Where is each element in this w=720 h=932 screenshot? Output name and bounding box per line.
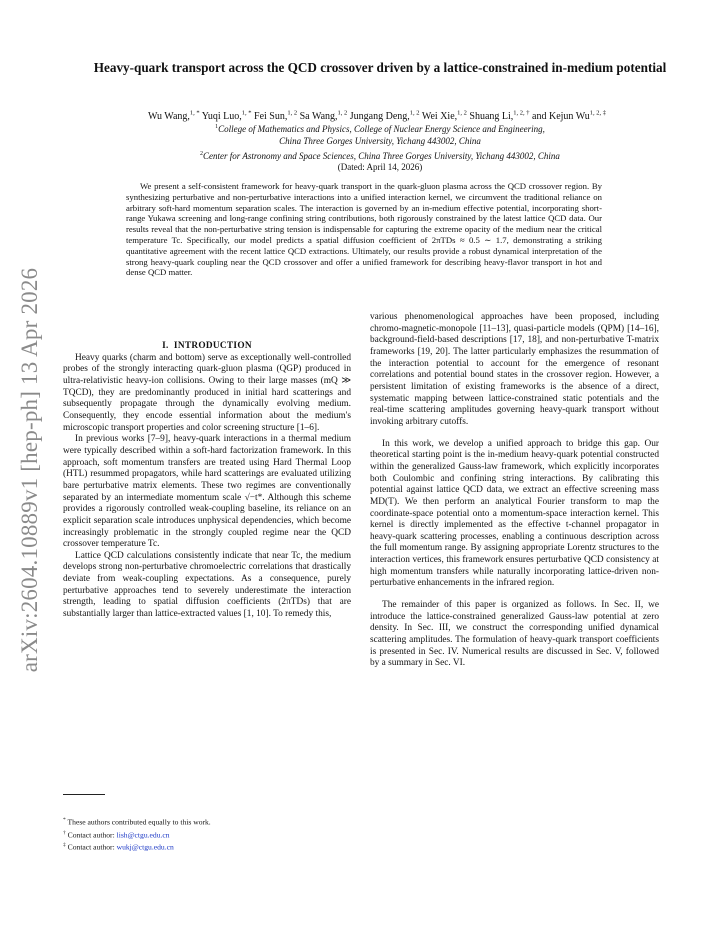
arxiv-id: arXiv:2604.10889v1 [hep-ph] 13 Apr 2026	[17, 267, 42, 673]
author: Sa Wang,$^{1, 2}$	[299, 110, 348, 123]
author: Fei Sun,$^{1, 2}$	[254, 110, 298, 123]
affiliation-1: $^1$College of Mathematics and Physics, College of Nuclear Energy Science and Engineering, China Three Gorges University, Yichang 443002, China	[215, 124, 545, 146]
footnote: * These authors contributed equally to this work.	[63, 817, 211, 827]
footnote-rule	[63, 794, 105, 795]
footnotes	[63, 815, 353, 853]
paragraph: Lattice QCD calculations consistently indicate that near Tc, the medium develops strong non-perturbative chromoelectric correlations that drastically deviate from weak-coupling expectations. As a consequence, purely perturbative approaches tend to severely underestimate the interaction strength, leading to spatial diffusion coefficients (2πTDs) that are substantially larger than lattice-extracted values [1, 10]. To remedy this,	[63, 550, 351, 620]
author-list	[52, 107, 702, 123]
paragraph: Heavy quarks (charm and bottom) serve as exceptionally well-controlled probes of the strongly interacting quark-gluon plasma (QGP) produced in ultra-relativistic heavy-ion collisions. Owing to their large masses (mQ ≫ TQCD), they are predominantly produced in initial hard scatterings and subsequently propagate through the dynamically evolving medium. Consequently, they encode essential information about the medium's microscopic transport properties and color screening structure [1–6].	[63, 352, 351, 433]
date-line: (Dated: April 14, 2026)	[337, 162, 423, 172]
author: Wu Wang,$^{1, *}$	[147, 110, 200, 123]
author: Wei Xie,$^{1, 2}$	[421, 110, 467, 123]
arxiv-stamp	[8, 267, 52, 673]
paragraph: In previous works [7–9], heavy-quark interactions in a thermal medium were typically described within a soft-hard factorization framework. In this approach, soft momentum transfers are treated using Hard Thermal Loop (HTL) resummed propagators, while hard scatterings are evaluated utilizing bare perturbative matrix elements. These two regimes are conventionally separated by an intermediate momentum scale √−t*. Although this scheme provides a rigorously controlled weak-coupling baseline, its reliance on an explicit separation scale introduces unphysical dependencies, which become increasingly problematic in the strongly coupled regime near the QCD crossover temperature Tc.	[63, 434, 351, 550]
left-column	[63, 341, 351, 621]
footnote: ‡ Contact author: wukj@ctgu.edu.cn	[63, 842, 174, 852]
right-column	[370, 312, 659, 670]
abstract: We present a self-consistent framework for heavy-quark transport in the quark-gluon plasma across the QCD crossover region. By synthesizing perturbative and non-perturbative interactions into a unified interaction kernel, we circumvent the traditional reliance on arbitrary soft-hard momentum separation scales. The interaction is governed by an in-medium effective potential, incorporating short-range Yukawa screening and long-range confining string contributions, both rigorously constrained by the latest lattice QCD data. Our results reveal that the non-perturbative string tension is indispensable for capturing the extreme opacity of the medium near the critical temperature Tc. Specifically, our model predicts a spatial diffusion coefficient of 2πTDs ≈ 0.5 ∼ 1.7, demonstrating a striking quantitative agreement with the recent lattice QCD extractions. Ultimately, our results provide a robust dynamical interpretation of the strong heavy-quark coupling near the QCD crossover and offer a unified framework for describing heavy-flavor transport in hot and dense QCD matter.	[126, 181, 602, 278]
section-heading: I. INTRODUCTION	[162, 341, 252, 351]
author: Shuang Li,$^{1, 2, \dagger}$	[469, 110, 530, 123]
author: Jungang Deng,$^{1, 2}$	[349, 110, 420, 123]
email-link[interactable]: lish@ctgu.edu.cn	[116, 830, 170, 840]
author: and Kejun $Wu^{1, 2, \ddagger}$	[532, 110, 607, 123]
paragraph: various phenomenological approaches have been proposed, including chromo-magnetic-monopole [11–13], quasi-particle models (QPM) [14–16], background-field-based descriptions [17, 18], and non-perturbative T-matrix frameworks [19, 20]. The latter particularly emphasizes the resummation of the interaction potential to account for the emergence of resonant correlations and potential bound states in the crossover region. However, a persistent limitation of existing frameworks is the absence of a direct, systematic mapping between lattice-constrained static potentials and the real-time scattering amplitudes governing heavy-quark transport without invoking arbitrary cutoffs.	[370, 312, 659, 427]
email-link[interactable]: wukj@ctgu.edu.cn	[116, 843, 174, 852]
affiliation-2: $^2$Center for Astronomy and Space Sciences, China Three Gorges University, Yichang 443002, China	[200, 151, 560, 161]
paragraph: The remainder of this paper is organized as follows. In Sec. II, we introduce the lattice-constrained generalized Gauss-law potential at zero density. In Sec. III, we construct the corresponding unified dynamical scattering amplitudes. The formulation of heavy-quark transport coefficients is presented in Sec. IV. Numerical results are discussed in Sec. V, followed by a summary in Sec. VI.	[370, 600, 659, 669]
paper-title: Heavy-quark transport across the QCD crossover driven by a lattice-constrained in-medium potential	[93, 60, 667, 75]
footnote: † Contact author: lish@ctgu.edu.cn	[63, 829, 170, 840]
paragraph: In this work, we develop a unified approach to bridge this gap. Our theoretical starting point is the in-medium heavy-quark potential constructed within the generalized Gauss-law framework, which explicitly incorporates both Coulombic and confining string interactions. By calibrating this potential against lattice QCD data, we extract an effective screening mass MD(T). We then perform an analytical Fourier transform to map the coordinate-space potential onto a momentum-space interaction kernel. This kernel is directly implemented as the effective t-channel propagator in heavy-quark scattering processes, enabling a continuous description across the full momentum range. By assigning appropriate Lorentz structures to the interaction vertices, this framework ensures perturbative QCD consistency at high momentum transfers while naturally incorporating lattice-driven non-perturbative enhancements in the infrared region.	[370, 438, 659, 589]
author: Yuqi Luo,$^{1, *}$	[201, 110, 252, 123]
